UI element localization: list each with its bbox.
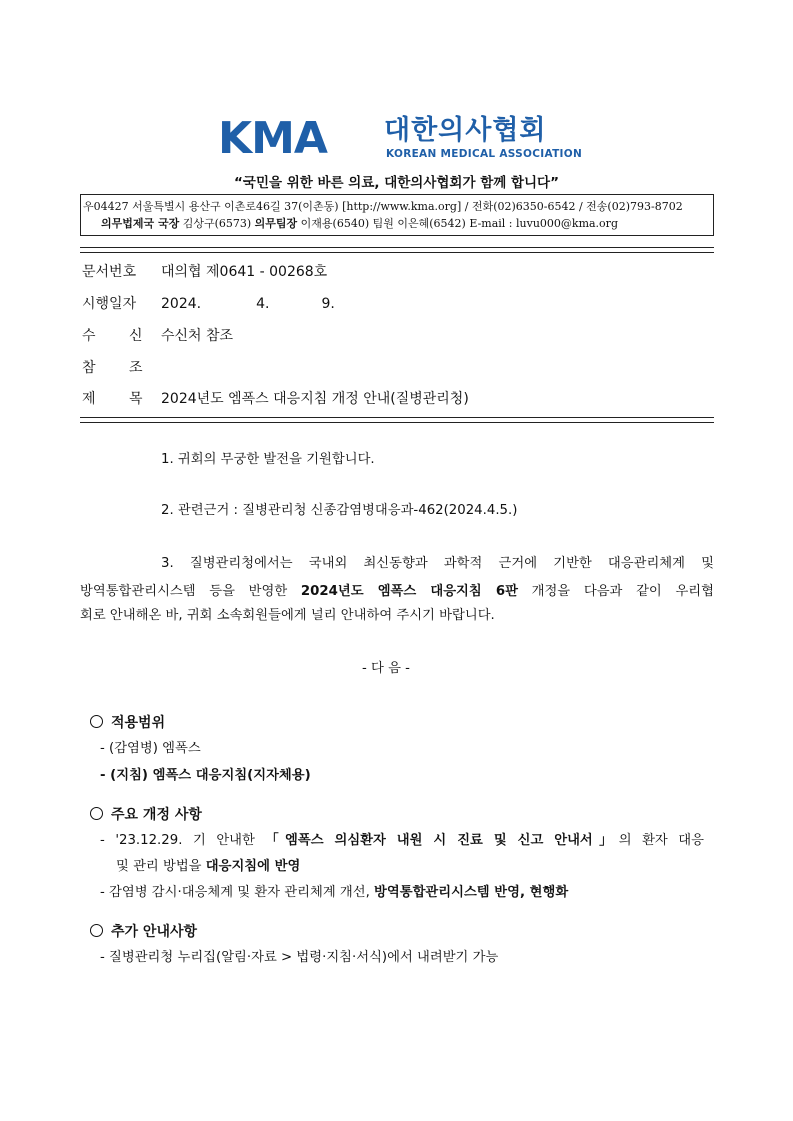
rev1-a: - '23.12.29. 기 안내한 xyxy=(100,833,266,848)
date-month: 4. xyxy=(256,296,270,312)
dept-label: 의무법제국 국장 xyxy=(101,217,180,230)
rev1-bold2: 대응지침에 반영 xyxy=(205,859,301,874)
additional-item-1: - 질병관리청 누리집(알림·자료 > 법령·지침·서식)에서 내려받기 가능 xyxy=(100,950,499,965)
logo-korean-name: 대한의사협회 xyxy=(384,115,547,146)
paragraph-1: 1. 귀회의 무궁한 발전을 기원합니다. xyxy=(161,452,375,467)
section-additional xyxy=(90,921,197,941)
p3-bold: 2024년도 엠폭스 대응지침 6판 xyxy=(300,584,518,599)
revision-item-1-line-1 xyxy=(100,829,704,848)
ref-label-b: 조 xyxy=(129,360,143,376)
contact-staff xyxy=(101,215,618,232)
scope-item-1: - (감염병) 엠폭스 xyxy=(100,741,201,756)
recipient-row xyxy=(82,326,233,346)
circle-bullet-icon xyxy=(90,924,103,937)
recipient: 수신처 참조 xyxy=(161,328,234,344)
recipient-label-b: 신 xyxy=(129,328,143,344)
reference-row xyxy=(82,358,161,378)
kma-logo xyxy=(218,113,583,164)
date-row xyxy=(82,294,335,314)
rev1-b: 의 환자 대응 xyxy=(618,833,704,848)
section-revision-title: 주요 개정 사항 xyxy=(111,807,202,823)
section-revision xyxy=(90,804,202,824)
rev1-c: 및 관리 방법을 xyxy=(116,859,206,874)
slogan: “국민을 위한 바른 의료, 대한의사협회가 함께 합니다” xyxy=(234,175,559,191)
circle-bullet-icon xyxy=(90,807,103,820)
p3-text-a: 방역통합관리시스템 등을 반영한 xyxy=(80,584,301,599)
team-label: 의무팀장 xyxy=(254,217,298,230)
meta-rule xyxy=(80,417,714,423)
date-year: 2024. xyxy=(161,296,202,312)
scope-item-2: - (지침) 엠폭스 대응지침(지자체용) xyxy=(100,768,311,783)
doc-number: 대의협 제0641 - 00268호 xyxy=(161,264,328,280)
paragraph-3-line-2 xyxy=(80,580,714,599)
subject-label-a: 제 xyxy=(82,391,96,407)
doc-number-row xyxy=(82,262,327,282)
subject: 2024년도 엠폭스 대응지침 개정 안내(질병관리청) xyxy=(161,391,469,407)
paragraph-3-line-1: 3. 질병관리청에서는 국내외 최신동향과 과학적 근거에 기반한 대응관리체계 및 xyxy=(161,556,714,571)
doc-number-label: 문서번호 xyxy=(82,264,137,280)
date-day: 9. xyxy=(321,296,335,312)
paragraph-3-line-3: 회로 안내해온 바, 귀회 소속회원들에게 널리 안내하여 주시기 바랍니다. xyxy=(80,608,495,623)
revision-item-1-line-2 xyxy=(116,855,300,874)
next-heading: - 다 음 - xyxy=(362,661,410,676)
paragraph-2: 2. 관련근거 : 질병관리청 신종감염병대응과-462(2024.4.5.) xyxy=(161,503,518,518)
section-scope xyxy=(90,712,165,732)
section-scope-title: 적용범위 xyxy=(111,715,166,731)
section-additional-title: 추가 안내사항 xyxy=(111,924,198,940)
contact-box xyxy=(80,194,714,236)
logo-letters: KMA xyxy=(218,113,327,164)
dept-person: 김상구(6573) xyxy=(179,217,255,230)
team-rest: 이재용(6540) 팀원 이은혜(6542) E-mail : luvu000@kma.org xyxy=(297,217,618,230)
rev1-bold: 「엠폭스 의심환자 내원 시 진료 및 신고 안내서」 xyxy=(265,833,619,848)
revision-item-2 xyxy=(100,881,568,900)
header-rule xyxy=(80,247,714,253)
rev2-bold: 방역통합관리시스템 반영, 현행화 xyxy=(374,885,569,900)
subject-label-b: 목 xyxy=(129,391,143,407)
recipient-label-a: 수 xyxy=(82,328,96,344)
logo-english-name: KOREAN MEDICAL ASSOCIATION xyxy=(386,148,583,160)
ref-label-a: 참 xyxy=(82,360,96,376)
date-label: 시행일자 xyxy=(82,296,137,312)
p3-text-b: 개정을 다음과 같이 우리협 xyxy=(517,584,714,599)
circle-bullet-icon xyxy=(90,715,103,728)
subject-row xyxy=(82,389,469,409)
contact-address: 우04427 서울특별시 용산구 이촌로46길 37(이촌동) [http://www.kma.org] / 전화(02)6350-6542 / 전송(02)793-8702 xyxy=(83,200,683,213)
rev2-a: - 감염병 감시·대응체계 및 환자 관리체계 개선, xyxy=(100,885,375,900)
